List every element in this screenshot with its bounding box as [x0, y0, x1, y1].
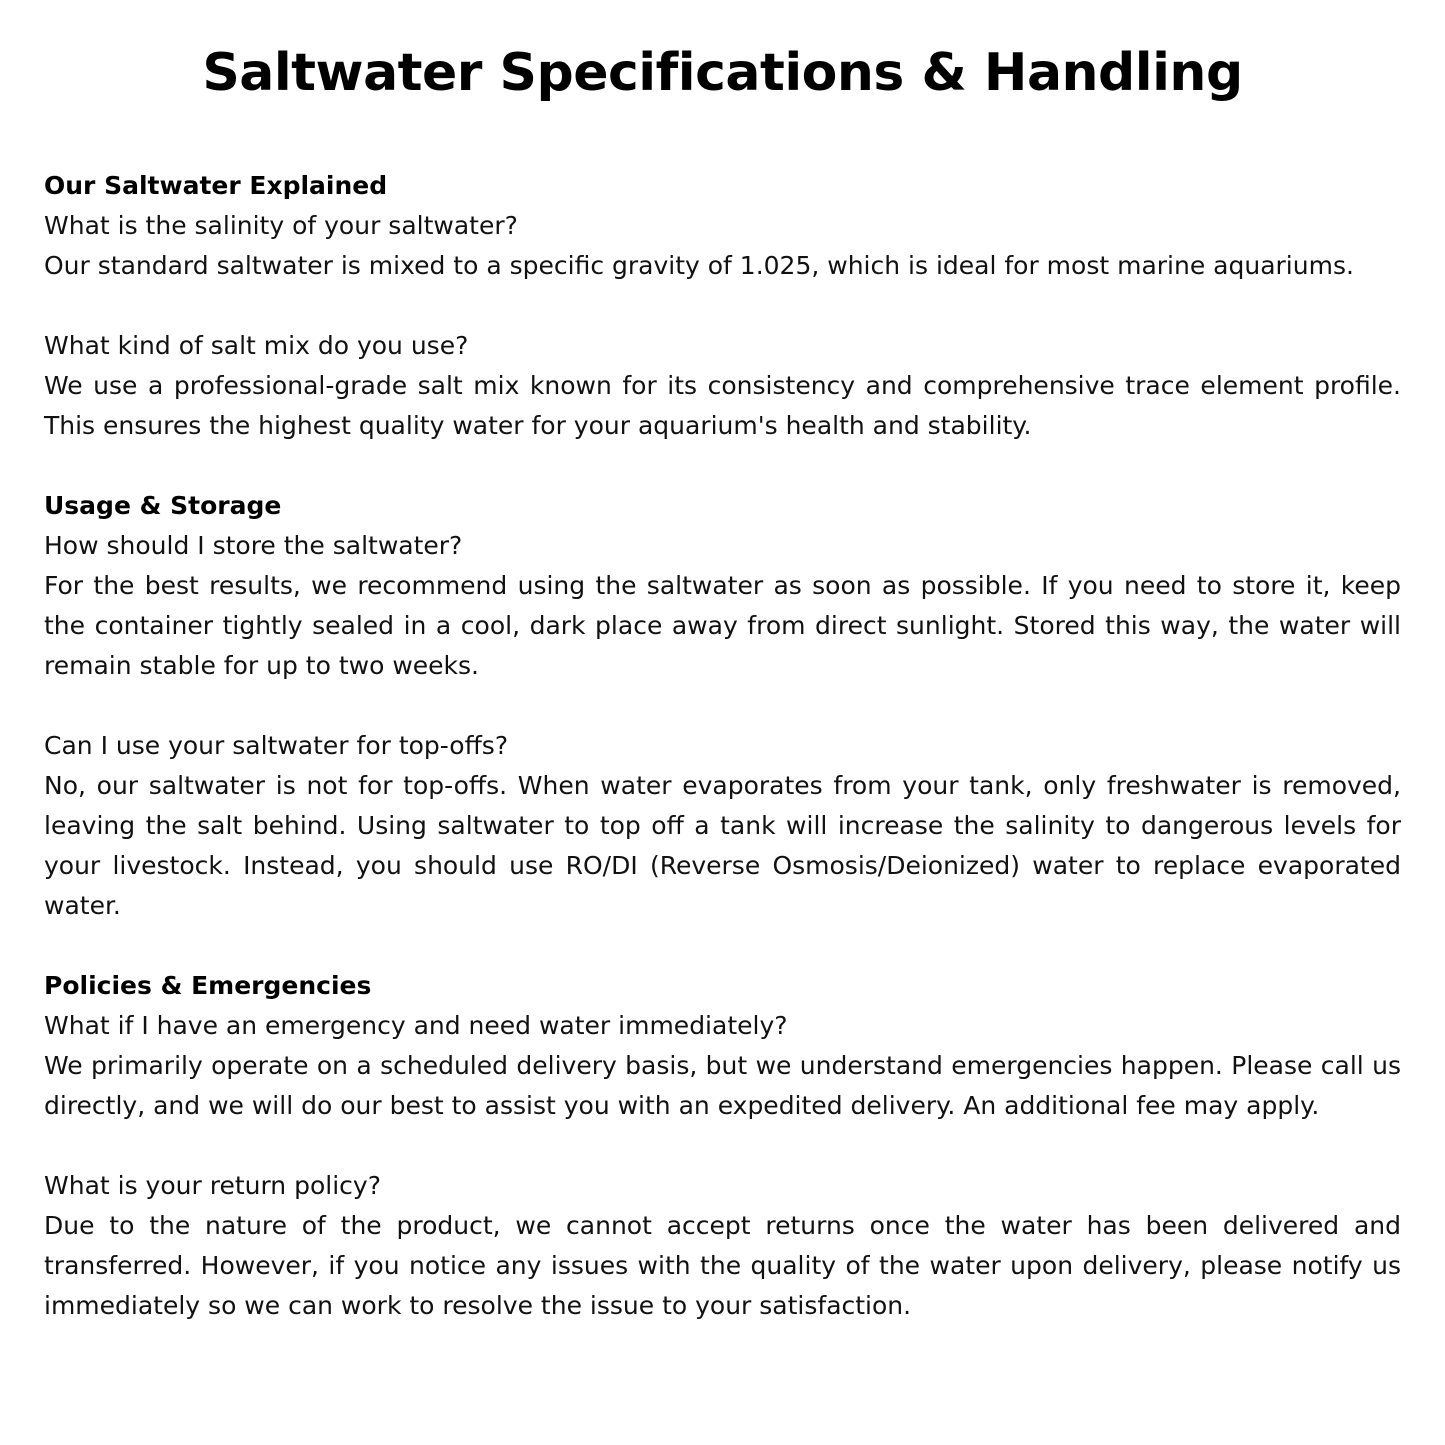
spacer — [44, 446, 1401, 486]
section-policies-emergencies — [44, 966, 1401, 1326]
faq-answer: For the best results, we recommend using the saltwater as soon as possible. If you need to store it, keep the container tightly sealed in a cool, dark place away from direct sunlight. Stored this way, the water will remain stable for up to two weeks. — [44, 571, 1401, 680]
faq-question: Can I use your saltwater for top-offs? — [44, 731, 509, 760]
section-usage-storage — [44, 486, 1401, 926]
spacer — [44, 286, 1401, 326]
faq-answer: No, our saltwater is not for top-offs. When water evaporates from your tank, only freshwater is removed, leaving the salt behind. Using saltwater to top off a tank will increase the salinity to dangerous levels for your livestock. Instead, you should use RO/DI (Reverse Osmosis/Deionized) water to replace evaporated water. — [44, 771, 1401, 920]
document-page — [44, 0, 1401, 1320]
spacer — [44, 686, 1401, 726]
faq-answer: We use a professional-grade salt mix known for its consistency and comprehensive trace element profile. This ensures the highest quality water for your aquarium's health and stability. — [44, 371, 1401, 440]
section-heading: Our Saltwater Explained — [44, 171, 388, 200]
faq-question: How should I store the saltwater? — [44, 531, 463, 560]
section-heading: Usage & Storage — [44, 491, 282, 520]
section-heading: Policies & Emergencies — [44, 971, 372, 1000]
faq-content — [44, 166, 1401, 1326]
spacer — [44, 1126, 1401, 1166]
faq-question: What kind of salt mix do you use? — [44, 331, 469, 360]
faq-answer: We primarily operate on a scheduled delivery basis, but we understand emergencies happen. Please call us directly, and we will do our best to assist you with an expedited delivery. An additional fee may apply. — [44, 1051, 1401, 1120]
page-title: Saltwater Specifications & Handling — [202, 43, 1243, 103]
section-our-saltwater-explained — [44, 166, 1401, 446]
faq-question: What if I have an emergency and need water immediately? — [44, 1011, 788, 1040]
spacer — [44, 926, 1401, 966]
faq-question: What is the salinity of your saltwater? — [44, 211, 518, 240]
faq-answer: Our standard saltwater is mixed to a specific gravity of 1.025, which is ideal for most marine aquariums. — [44, 251, 1354, 280]
faq-answer: Due to the nature of the product, we cannot accept returns once the water has been delivered and transferred. However, if you notice any issues with the quality of the water upon delivery, please notify us immediately so we can work to resolve the issue to your satisfaction. — [44, 1211, 1401, 1320]
faq-question: What is your return policy? — [44, 1171, 381, 1200]
